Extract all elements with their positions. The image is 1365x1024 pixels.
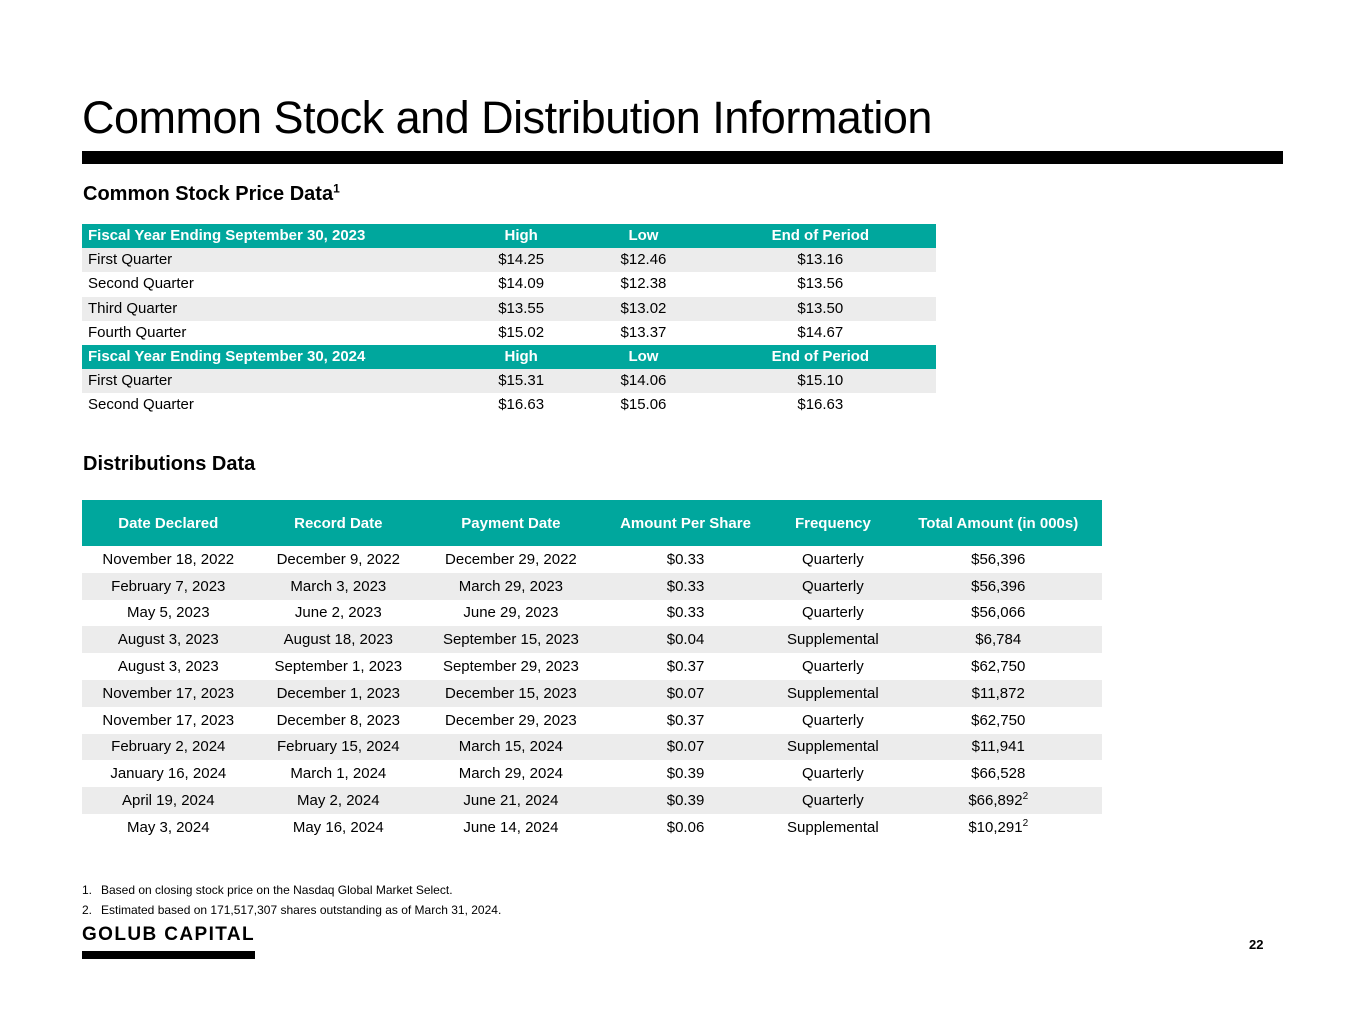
distributions-cell: December 1, 2023 <box>255 680 422 707</box>
total-amount: $56,396 <box>971 550 1026 568</box>
stock-cell: $14.67 <box>797 323 844 341</box>
footnote-text: Estimated based on 171,517,307 shares outstanding as of March 31, 2024. <box>101 903 502 917</box>
distributions-cell: Quarterly <box>802 765 864 783</box>
distributions-total-cell <box>894 760 1102 787</box>
footnotes <box>82 880 501 920</box>
stock-row <box>82 321 936 345</box>
distributions-total-cell <box>894 707 1102 734</box>
distributions-total-cell <box>894 573 1102 600</box>
stock-row <box>82 272 936 296</box>
distributions-column-header: Date Declared <box>82 500 255 546</box>
stock-cell: $16.63 <box>797 396 844 414</box>
distributions-total-cell <box>894 626 1102 653</box>
distributions-cell: December 15, 2023 <box>422 680 600 707</box>
stock-row <box>82 248 936 272</box>
distributions-cell: Supplemental <box>771 680 894 707</box>
stock-header-cell: Low <box>582 345 704 369</box>
stock-header-row <box>82 224 936 248</box>
stock-header-cell: End of Period <box>705 224 936 248</box>
stock-cell: First Quarter <box>82 369 460 393</box>
distributions-total-cell <box>894 787 1102 814</box>
footnote-ref: 2 <box>1022 817 1029 829</box>
stock-row <box>82 297 936 321</box>
distributions-row <box>82 626 1102 653</box>
distributions-row <box>82 707 1102 734</box>
distributions-cell: December 29, 2023 <box>445 711 577 729</box>
footnote-text: Based on closing stock price on the Nasdaq Global Market Select. <box>101 883 453 897</box>
distributions-cell: December 29, 2022 <box>445 550 577 568</box>
distributions-cell: May 5, 2023 <box>127 604 210 622</box>
distributions-row <box>82 653 1102 680</box>
stock-price-table <box>82 224 936 418</box>
stock-cell: $15.06 <box>620 396 667 414</box>
distributions-column-header: Record Date <box>255 500 422 546</box>
distributions-cell: December 8, 2023 <box>276 711 400 729</box>
stock-cell: $13.55 <box>460 297 582 321</box>
total-amount: $56,066 <box>971 604 1026 622</box>
distributions-cell: April 19, 2024 <box>82 787 255 814</box>
stock-cell: $12.38 <box>620 275 667 293</box>
distributions-cell: September 15, 2023 <box>422 626 600 653</box>
distributions-column-header: Amount Per Share <box>600 500 772 546</box>
distributions-section-title: Distributions Data <box>83 453 256 475</box>
stock-header-cell: Fiscal Year Ending September 30, 2023 <box>82 224 460 248</box>
stock-header-cell: High <box>460 224 582 248</box>
title-rule <box>82 151 1283 164</box>
distributions-total-cell <box>894 600 1102 627</box>
total-amount: $6,784 <box>975 631 1022 649</box>
stock-section-title <box>83 181 340 207</box>
distributions-cell: Quarterly <box>802 658 864 676</box>
distributions-cell: March 15, 2024 <box>422 734 600 761</box>
distributions-row <box>82 814 1102 841</box>
distributions-cell: Quarterly <box>802 711 864 729</box>
stock-cell: $13.02 <box>582 297 704 321</box>
distributions-column-header: Frequency <box>771 500 894 546</box>
total-amount: $10,291 <box>968 818 1023 836</box>
company-logo <box>82 924 255 959</box>
distributions-row <box>82 546 1102 573</box>
distributions-cell: September 29, 2023 <box>442 658 579 676</box>
distributions-total-cell <box>894 680 1102 707</box>
stock-cell: $13.50 <box>705 297 936 321</box>
stock-header-cell: High <box>460 345 582 369</box>
distributions-total-cell <box>894 653 1102 680</box>
footnote-number: 2. <box>82 903 93 917</box>
distributions-cell: Quarterly <box>771 573 894 600</box>
stock-cell: $13.56 <box>797 275 844 293</box>
distributions-cell: February 15, 2024 <box>255 734 422 761</box>
distributions-row <box>82 760 1102 787</box>
stock-cell: $13.37 <box>620 323 667 341</box>
stock-cell: $14.09 <box>498 275 545 293</box>
stock-cell: $15.10 <box>705 369 936 393</box>
distributions-row <box>82 734 1102 761</box>
distributions-cell: June 29, 2023 <box>463 604 559 622</box>
distributions-cell: Quarterly <box>771 787 894 814</box>
distributions-cell: Supplemental <box>771 626 894 653</box>
distributions-cell: Supplemental <box>771 734 894 761</box>
logo-bar <box>82 951 255 959</box>
distributions-table <box>82 500 1102 841</box>
stock-cell: $14.25 <box>460 248 582 272</box>
distributions-total-cell <box>894 546 1102 573</box>
total-amount: $11,941 <box>971 738 1025 756</box>
distributions-row <box>82 600 1102 627</box>
distributions-cell: June 21, 2024 <box>422 787 600 814</box>
stock-header-cell: End of Period <box>705 345 936 369</box>
distributions-row <box>82 680 1102 707</box>
distributions-column-header: Payment Date <box>422 500 600 546</box>
distributions-cell: May 16, 2024 <box>292 818 384 836</box>
stock-cell: $14.06 <box>582 369 704 393</box>
distributions-cell: Quarterly <box>802 604 864 622</box>
distributions-cell: August 3, 2023 <box>117 658 219 676</box>
distributions-cell: $0.33 <box>666 550 705 568</box>
distributions-cell: Supplemental <box>787 818 879 836</box>
stock-row <box>82 369 936 393</box>
distributions-cell: February 7, 2023 <box>82 573 255 600</box>
distributions-header-row <box>82 500 1102 546</box>
total-amount: $62,750 <box>971 658 1026 676</box>
distributions-cell: $0.37 <box>666 711 705 729</box>
stock-row <box>82 393 936 417</box>
stock-cell: $15.31 <box>460 369 582 393</box>
stock-header-cell: Low <box>582 224 704 248</box>
stock-cell: $12.46 <box>582 248 704 272</box>
page-title: Common Stock and Distribution Information <box>82 92 932 143</box>
distributions-total-cell <box>894 734 1102 761</box>
stock-section-title-text: Common Stock Price Data <box>83 183 334 205</box>
distributions-cell: March 29, 2023 <box>422 573 600 600</box>
stock-cell: $15.02 <box>498 323 545 341</box>
stock-cell: Second Quarter <box>88 396 194 414</box>
footnote-number: 1. <box>82 883 93 897</box>
page-number: 22 <box>1249 937 1264 952</box>
distributions-cell: March 29, 2024 <box>458 765 564 783</box>
footnote <box>82 900 501 920</box>
distributions-column-header: Total Amount (in 000s) <box>894 500 1102 546</box>
distributions-cell: May 3, 2024 <box>127 818 210 836</box>
distributions-cell: August 18, 2023 <box>255 626 422 653</box>
distributions-cell: $0.37 <box>666 658 705 676</box>
distributions-cell: June 2, 2023 <box>294 604 382 622</box>
distributions-cell: November 17, 2023 <box>82 680 255 707</box>
distributions-cell: November 17, 2023 <box>102 711 235 729</box>
distributions-cell: March 3, 2023 <box>255 573 422 600</box>
distributions-cell: $0.33 <box>600 573 772 600</box>
footnote <box>82 880 501 900</box>
total-amount: $66,528 <box>971 765 1026 783</box>
distributions-row <box>82 573 1102 600</box>
footnote-ref: 1 <box>333 181 340 196</box>
footnote-ref: 2 <box>1022 791 1029 803</box>
stock-cell: First Quarter <box>82 248 460 272</box>
total-amount: $62,750 <box>971 711 1026 729</box>
distributions-cell: November 18, 2022 <box>102 550 235 568</box>
distributions-cell: May 2, 2024 <box>255 787 422 814</box>
distributions-cell: Quarterly <box>802 550 864 568</box>
stock-cell: $13.16 <box>705 248 936 272</box>
total-amount: $11,872 <box>971 684 1025 702</box>
distributions-cell: August 3, 2023 <box>82 626 255 653</box>
distributions-cell: March 1, 2024 <box>290 765 387 783</box>
distributions-cell: $0.07 <box>600 734 772 761</box>
distributions-cell: June 14, 2024 <box>463 818 559 836</box>
total-amount: $66,892 <box>968 792 1023 810</box>
distributions-cell: $0.39 <box>666 765 705 783</box>
distributions-cell: $0.04 <box>600 626 772 653</box>
distributions-cell: September 1, 2023 <box>274 658 403 676</box>
total-amount: $56,396 <box>971 577 1026 595</box>
distributions-cell: February 2, 2024 <box>82 734 255 761</box>
distributions-cell: December 9, 2022 <box>276 550 400 568</box>
stock-header-cell: Fiscal Year Ending September 30, 2024 <box>82 345 460 369</box>
distributions-row <box>82 787 1102 814</box>
distributions-total-cell <box>894 814 1102 841</box>
stock-header-row <box>82 345 936 369</box>
distributions-cell: $0.33 <box>666 604 705 622</box>
distributions-cell: $0.06 <box>666 818 705 836</box>
stock-cell: Third Quarter <box>82 297 460 321</box>
distributions-cell: $0.07 <box>600 680 772 707</box>
distributions-cell: $0.39 <box>600 787 772 814</box>
stock-cell: $16.63 <box>498 396 545 414</box>
logo-text: GOLUB CAPITAL <box>82 924 256 945</box>
distributions-cell: January 16, 2024 <box>110 765 227 783</box>
stock-cell: Fourth Quarter <box>88 323 187 341</box>
stock-cell: Second Quarter <box>88 275 194 293</box>
